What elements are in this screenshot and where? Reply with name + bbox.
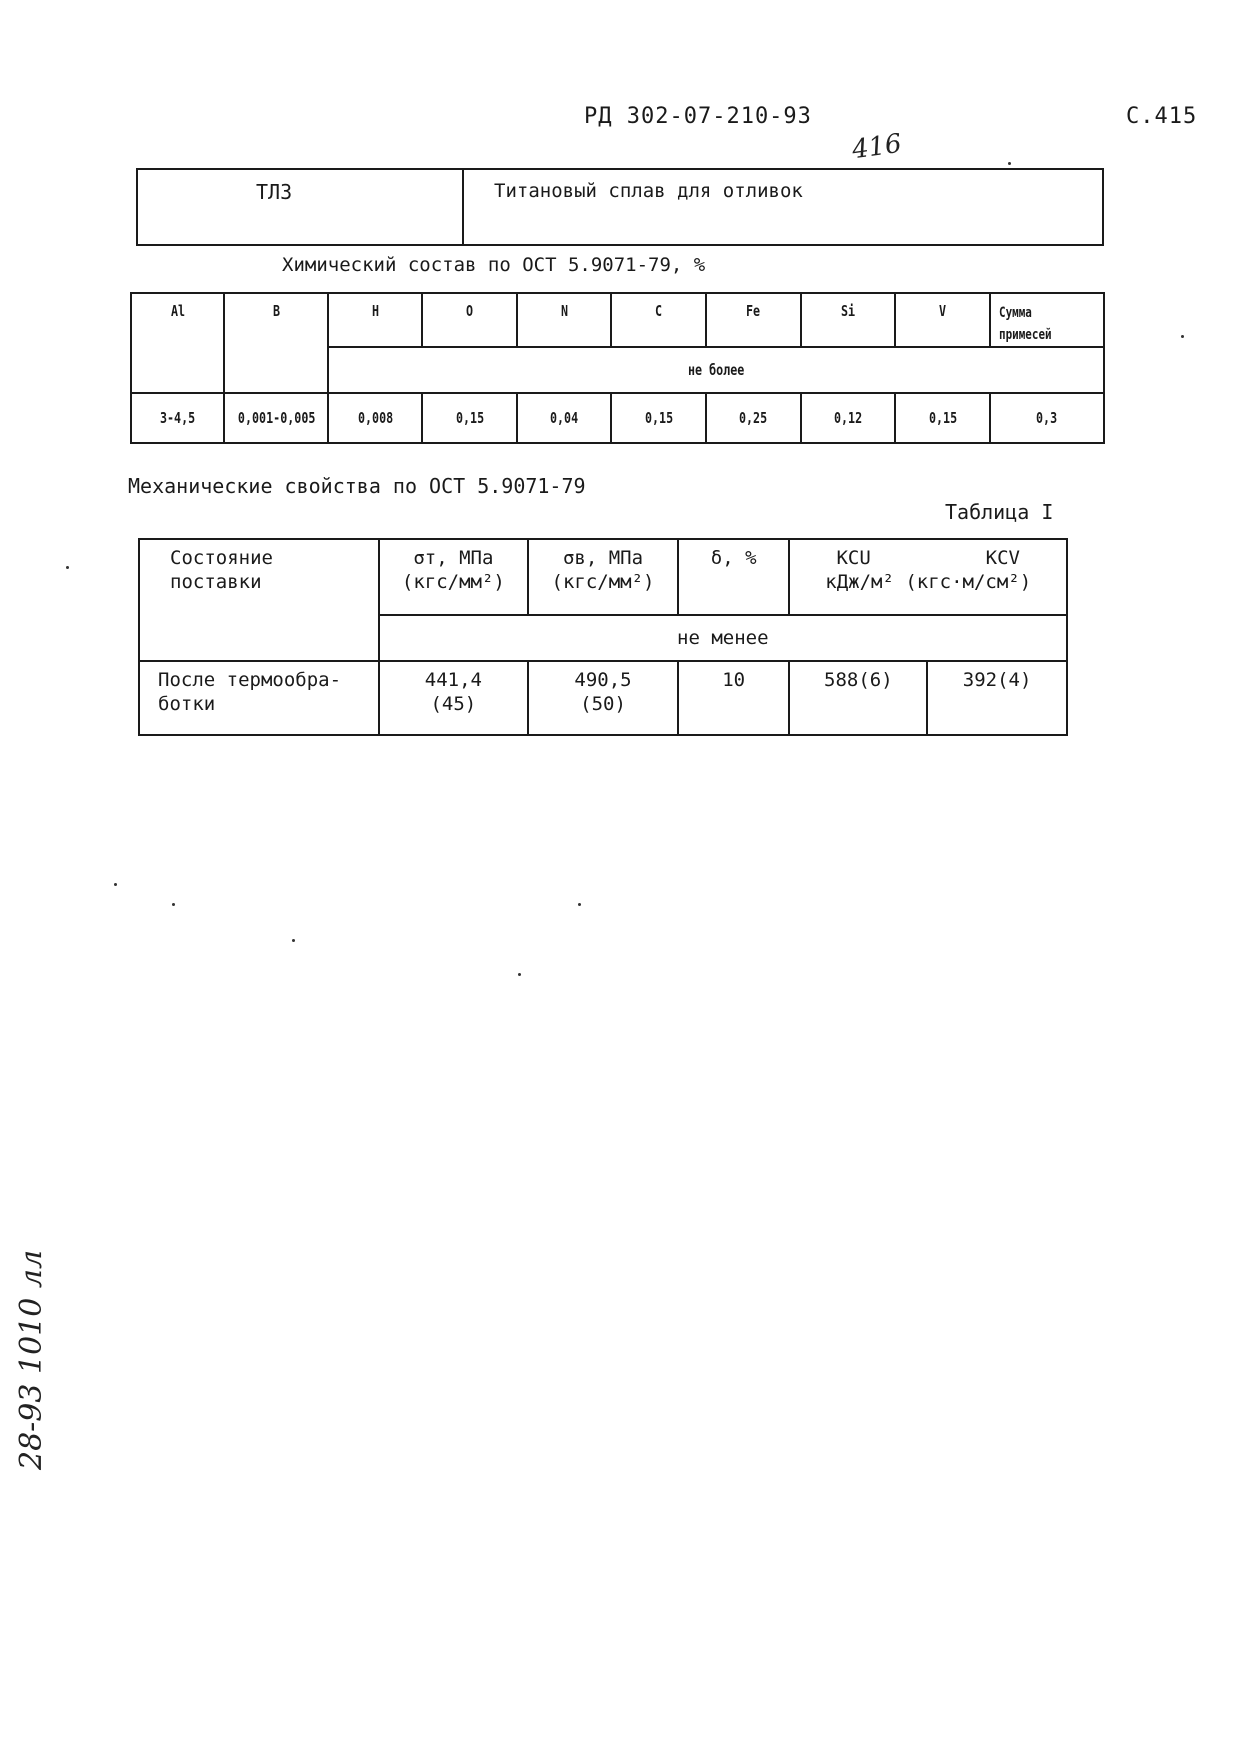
grade-box: [136, 168, 1104, 246]
chem-value-cell: 0,25: [706, 393, 801, 443]
scan-speck: [172, 903, 175, 906]
chem-value-cell: 0,008: [328, 393, 422, 443]
chem-value-cell: 0,001-0,005: [224, 393, 328, 443]
scan-speck: [66, 566, 69, 569]
chem-value-cell: 0,15: [895, 393, 990, 443]
mech-value-kcv: 392(4): [927, 661, 1067, 735]
mech-value-state: После термообра- ботки: [139, 661, 379, 735]
scan-speck: [518, 973, 521, 976]
mech-value-delta: 10: [678, 661, 790, 735]
chem-header-cell: B: [224, 293, 328, 393]
chem-header-cell: Si: [801, 293, 896, 347]
kc-units: кДж/м² (кгс·м/см²): [825, 571, 1032, 593]
chem-value-cell: 3-4,5: [131, 393, 224, 443]
chem-value-cell: 0,15: [422, 393, 517, 443]
chem-value-cell: 0,12: [801, 393, 896, 443]
chem-header-cell-sum: Сумма примесей: [990, 293, 1104, 347]
chem-header-cell: V: [895, 293, 990, 347]
chem-header-cell: C: [611, 293, 706, 347]
scan-speck: [292, 939, 295, 942]
scan-speck: [1181, 335, 1184, 338]
scan-speck: [114, 883, 117, 886]
mech-header-state: Состояние поставки: [139, 539, 379, 661]
chem-value-cell: 0,04: [517, 393, 612, 443]
grade-box-divider: [462, 170, 464, 244]
scan-speck: [1008, 162, 1011, 165]
mech-header-delta: δ, %: [678, 539, 790, 615]
kcv-label: KCV: [985, 547, 1020, 569]
mech-properties-table: [138, 538, 1068, 736]
chem-composition-table: [130, 292, 1105, 444]
mech-note: не менее: [379, 615, 1067, 661]
mech-value-sigma-t: 441,4 (45): [379, 661, 529, 735]
kcu-label: KCU: [836, 547, 871, 569]
mech-value-kcu: 588(6): [789, 661, 927, 735]
chem-header-row: [131, 293, 1104, 347]
scan-speck: [578, 903, 581, 906]
mech-header-row: [139, 539, 1067, 615]
chem-value-cell: 0,15: [611, 393, 706, 443]
mech-header-sigma-t: σт, МПа (кгс/мм²): [379, 539, 529, 615]
chem-note: не более: [328, 347, 1104, 393]
chem-header-cell: H: [328, 293, 422, 347]
handwritten-side-note: 28-93 1010 лл: [14, 1249, 49, 1470]
handwritten-page-number: 416: [850, 128, 904, 166]
mech-properties-title: Механические свойства по ОСТ 5.9071-79: [128, 474, 586, 498]
chem-header-cell: O: [422, 293, 517, 347]
grade-name: ТЛЗ: [256, 180, 293, 204]
chem-value-cell: 0,3: [990, 393, 1104, 443]
chem-composition-title: Химический состав по ОСТ 5.9071-79, %: [282, 254, 706, 276]
mech-header-kc: [789, 539, 1067, 615]
chem-header-cell: N: [517, 293, 612, 347]
mech-header-sigma-v: σв, МПа (кгс/мм²): [528, 539, 678, 615]
chem-header-cell: Al: [131, 293, 224, 393]
mech-value-sigma-v: 490,5 (50): [528, 661, 678, 735]
chem-values-row: [131, 393, 1104, 443]
table-label: Таблица I: [945, 500, 1054, 524]
chem-header-cell: Fe: [706, 293, 801, 347]
document-code: РД 302-07-210-93: [584, 104, 812, 129]
page-number: С.415: [1126, 104, 1198, 129]
mech-values-row: [139, 661, 1067, 735]
grade-description: Титановый сплав для отливок: [494, 180, 803, 202]
